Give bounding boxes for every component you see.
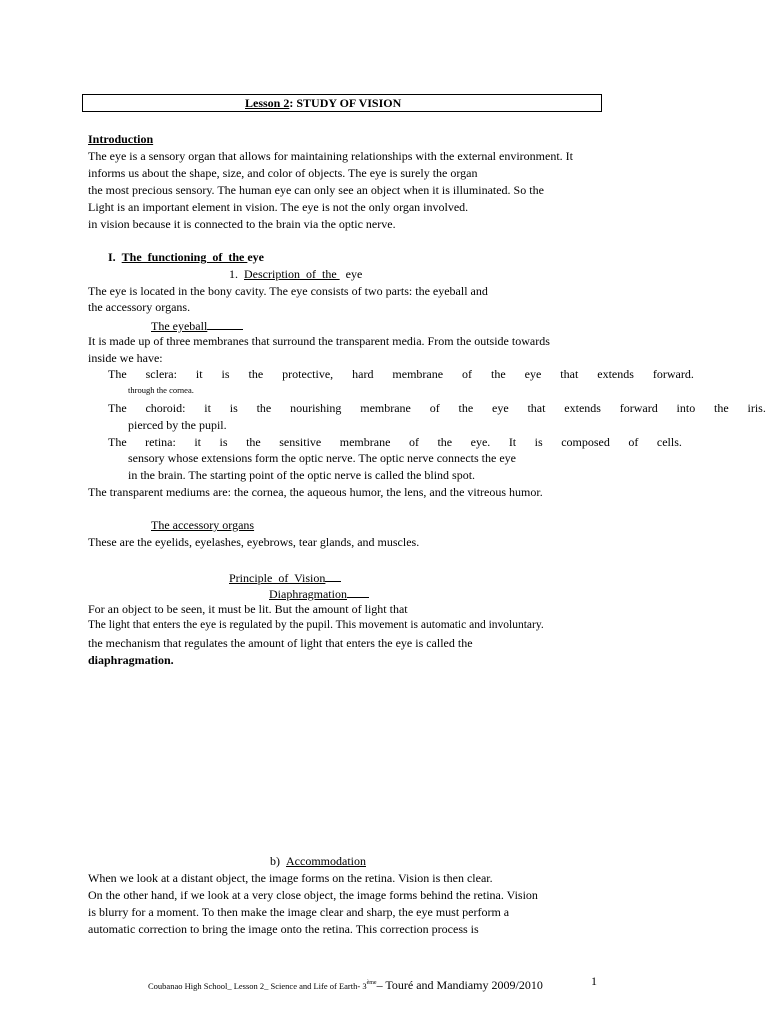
principle-line-2: The light that enters the eye is regulated by the pupil. This movement is automatic and involuntary. [88,619,544,631]
section-1-heading: I. The functioning of the eye [108,250,265,264]
description-line-1: The eye is located in the bony cavity. The eye consists of two parts: the eyeball and [88,284,488,298]
subsection-1-heading: 1. Description of the eye [229,267,363,281]
intro-heading: Introduction [88,132,154,146]
sclera-line: The sclera: it is the protective, hard membrane of the eye that extends forward. [108,367,694,381]
description-line-2: the accessory organs. [88,300,191,314]
principle-line-4: diaphragmation. [88,653,174,667]
page-number: 1 [591,974,597,988]
choroid-line: The choroid: it is the nourishing membrane of the eye that extends forward into the iris. [108,401,766,415]
choroid-continuation: pierced by the pupil. [128,418,227,432]
accommodation-line-4: automatic correction to bring the image onto the retina. This correction process is [88,922,479,936]
retina-continuation-1: sensory whose extensions form the optic nerve. The optic nerve connects the eye [128,451,516,465]
intro-line-4: Light is an important element in vision. The eye is not the only organ involved. [88,200,469,214]
intro-line-3: the most precious sensory. The human eye can only see an object when it is illuminated. So the [88,183,544,197]
diaphragmation-heading: Diaphragmation [269,586,369,600]
sclera-continuation: through the cornea. [128,385,194,395]
intro-line-5: in vision because it is connected to the brain via the optic nerve. [88,217,396,231]
principle-line-1: For an object to be seen, it must be lit. But the amount of light that [88,602,408,616]
lesson-title-box [82,94,602,112]
eyeball-heading: The eyeball [148,318,243,332]
eyeball-line-2: inside we have: [88,351,163,365]
accommodation-heading: b) Accommodation [270,854,366,868]
principle-line-3: the mechanism that regulates the amount of light that enters the eye is called the [88,636,473,650]
eyeball-line-1: It is made up of three membranes that surround the transparent media. From the outside towards [88,334,550,348]
transparent-media-line: The transparent mediums are: the cornea, the aqueous humor, the lens, and the vitreous humor. [88,485,543,499]
accommodation-line-3: is blurry for a moment. To then make the image clear and sharp, the eye must perform a [88,905,510,919]
retina-line: The retina: it is the sensitive membrane of the eye. It is composed of cells. [108,435,682,449]
page-footer: Coubanao High School_ Lesson 2_ Science and Life of Earth- 3ème– Touré and Mandiamy 2009/2010 [148,978,543,992]
retina-continuation-2: in the brain. The starting point of the optic nerve is called the blind spot. [128,468,476,482]
principle-heading: Principle of Vision [229,570,341,584]
accessory-line: These are the eyelids, eyelashes, eyebrows, tear glands, and muscles. [88,535,420,549]
accommodation-line-1: When we look at a distant object, the image forms on the retina. Vision is then clear. [88,871,493,885]
lesson-title: Lesson 2: STUDY OF VISION [245,96,402,110]
intro-line-1: The eye is a sensory organ that allows for maintaining relationships with the external environment. It [88,149,573,163]
accommodation-line-2: On the other hand, if we look at a very close object, the image forms behind the retina. Vision [88,888,538,902]
accessory-heading: The accessory organs [151,518,255,532]
intro-line-2: informs us about the shape, size, and color of objects. The eye is surely the organ [88,166,478,180]
